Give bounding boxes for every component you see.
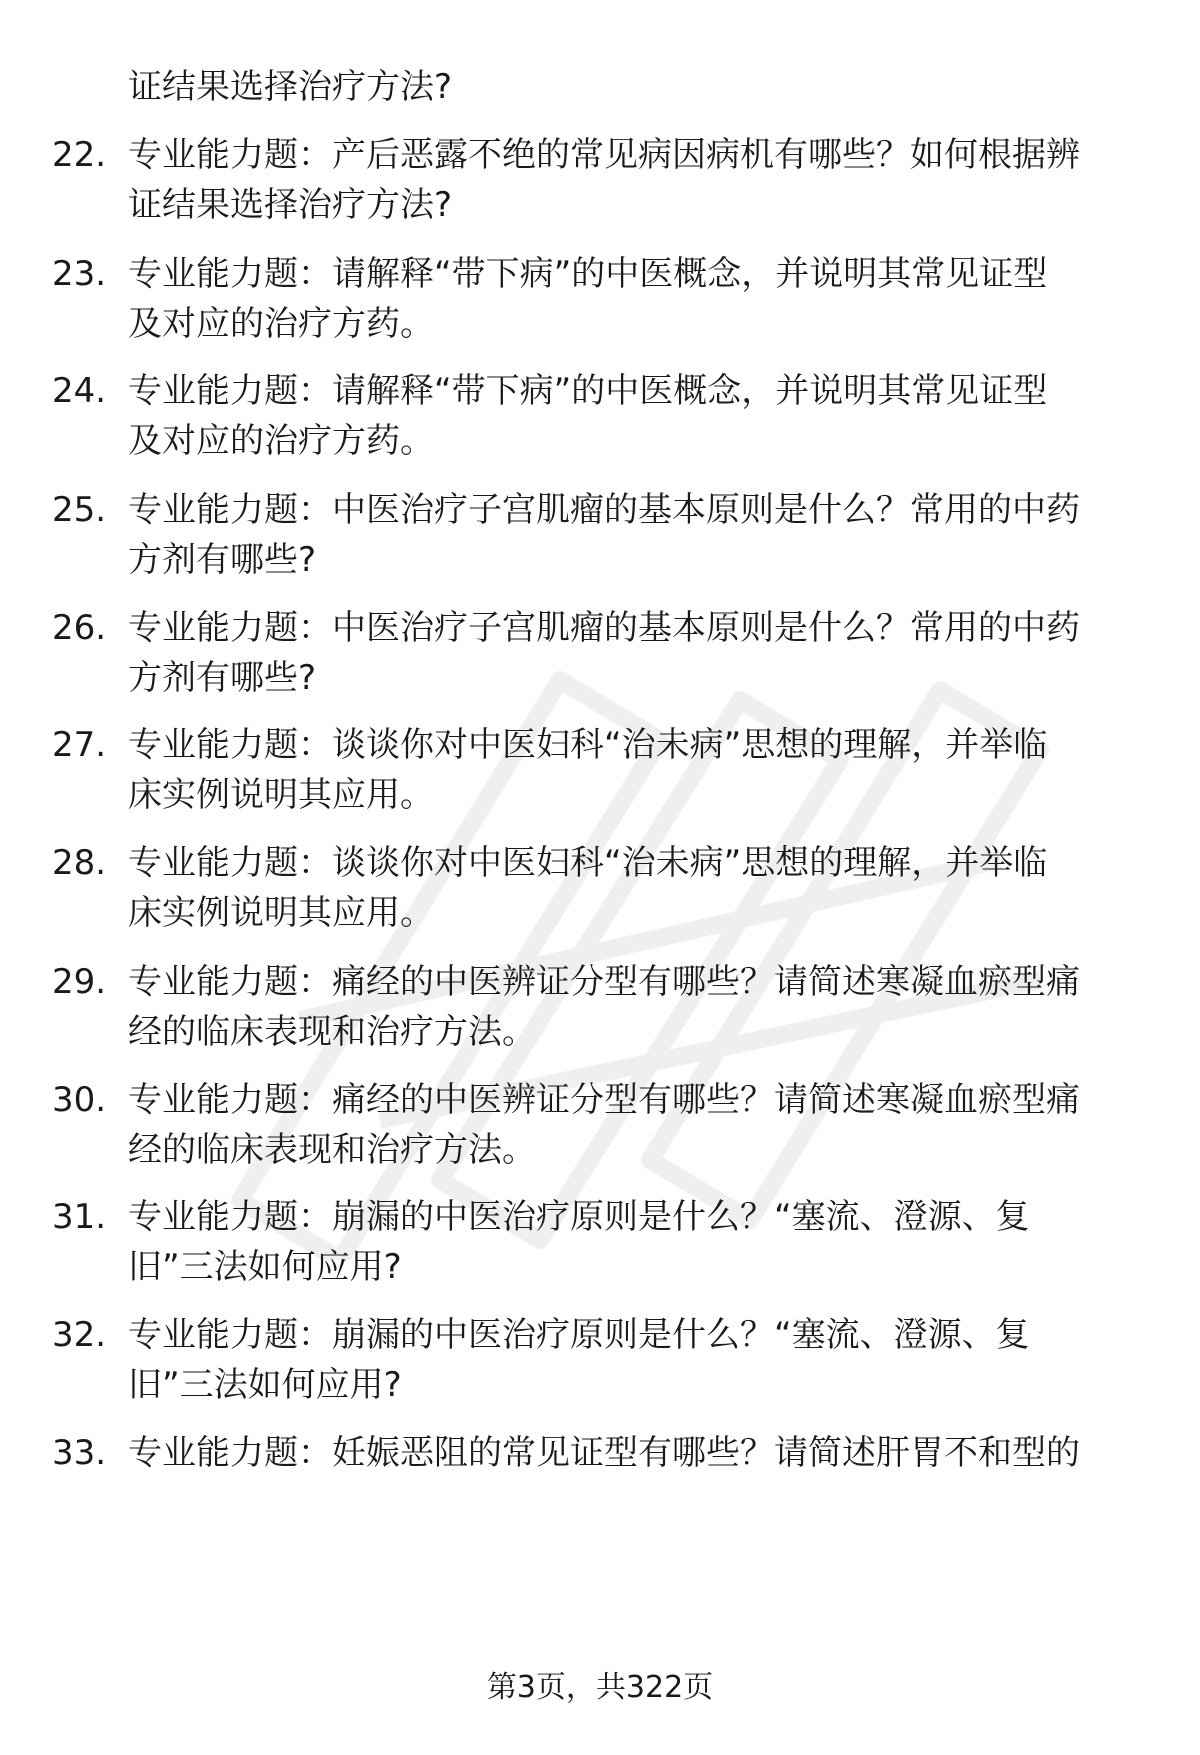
- question-line: 床实例说明其应用。: [128, 893, 434, 933]
- question-line: 专业能力题：崩漏的中医治疗原则是什么？“塞流、澄源、复: [128, 1197, 1030, 1237]
- question-number: 31.: [52, 1197, 107, 1237]
- question-item-29: [0, 957, 1200, 1057]
- question-text: [128, 485, 1148, 585]
- question-text: [128, 838, 1148, 938]
- question-item-27: [0, 720, 1200, 820]
- question-line: 旧”三法如何应用?: [128, 1365, 402, 1405]
- question-item-31: [0, 1192, 1200, 1292]
- question-line: 专业能力题：痛经的中医辨证分型有哪些？请简述寒凝血瘀型痛: [128, 962, 1080, 1002]
- question-line: 经的临床表现和治疗方法。: [128, 1012, 536, 1052]
- question-item-30: [0, 1075, 1200, 1175]
- question-line: 专业能力题：中医治疗子宫肌瘤的基本原则是什么？常用的中药: [128, 490, 1080, 530]
- question-number: 29.: [52, 962, 107, 1002]
- continued-text: 证结果选择治疗方法?: [128, 67, 453, 107]
- question-line: 经的临床表现和治疗方法。: [128, 1130, 536, 1170]
- question-number: 23.: [52, 254, 107, 294]
- question-text: [128, 1428, 1148, 1478]
- question-line: 床实例说明其应用。: [128, 775, 434, 815]
- question-item-22: [0, 130, 1200, 230]
- question-text: [128, 720, 1148, 820]
- question-line: 旧”三法如何应用?: [128, 1247, 402, 1287]
- question-text: [128, 130, 1148, 230]
- question-text: [128, 1192, 1148, 1292]
- question-text: [128, 249, 1148, 349]
- question-item-33: [0, 1428, 1200, 1528]
- question-line: 专业能力题：妊娠恶阻的常见证型有哪些？请简述肝胃不和型的: [128, 1433, 1080, 1473]
- question-item-28: [0, 838, 1200, 938]
- question-number: 32.: [52, 1315, 107, 1355]
- page-footer: 第3页，共322页: [486, 1670, 714, 1705]
- question-line: 及对应的治疗方药。: [128, 304, 434, 344]
- question-line: 方剂有哪些?: [128, 540, 317, 580]
- question-line: 专业能力题：谈谈你对中医妇科“治未病”思想的理解，并举临: [128, 843, 1048, 883]
- question-item-26: [0, 603, 1200, 703]
- question-line: 专业能力题：谈谈你对中医妇科“治未病”思想的理解，并举临: [128, 725, 1048, 765]
- question-text: [128, 957, 1148, 1057]
- question-line: 专业能力题：崩漏的中医治疗原则是什么？“塞流、澄源、复: [128, 1315, 1030, 1355]
- question-number: 27.: [52, 725, 107, 765]
- question-line: 专业能力题：请解释“带下病”的中医概念，并说明其常见证型: [128, 254, 1048, 294]
- question-line: 证结果选择治疗方法?: [128, 185, 453, 225]
- question-item-24: [0, 366, 1200, 466]
- question-text: [128, 366, 1148, 466]
- question-line: 专业能力题：中医治疗子宫肌瘤的基本原则是什么？常用的中药: [128, 608, 1080, 648]
- question-number: 25.: [52, 490, 107, 530]
- question-number: 26.: [52, 608, 107, 648]
- question-text: [128, 603, 1148, 703]
- question-number: 24.: [52, 371, 107, 411]
- question-item-32: [0, 1310, 1200, 1410]
- question-item-23: [0, 249, 1200, 349]
- question-line: 专业能力题：产后恶露不绝的常见病因病机有哪些？如何根据辨: [128, 135, 1080, 175]
- question-number: 22.: [52, 135, 107, 175]
- question-line: 及对应的治疗方药。: [128, 421, 434, 461]
- question-number: 28.: [52, 843, 107, 883]
- question-number: 33.: [52, 1433, 107, 1473]
- question-line: 专业能力题：请解释“带下病”的中医概念，并说明其常见证型: [128, 371, 1048, 411]
- question-line: 专业能力题：痛经的中医辨证分型有哪些？请简述寒凝血瘀型痛: [128, 1080, 1080, 1120]
- question-text: [128, 1310, 1148, 1410]
- question-text: [128, 1075, 1148, 1175]
- question-number: 30.: [52, 1080, 107, 1120]
- question-line: 方剂有哪些?: [128, 658, 317, 698]
- question-item-25: [0, 485, 1200, 585]
